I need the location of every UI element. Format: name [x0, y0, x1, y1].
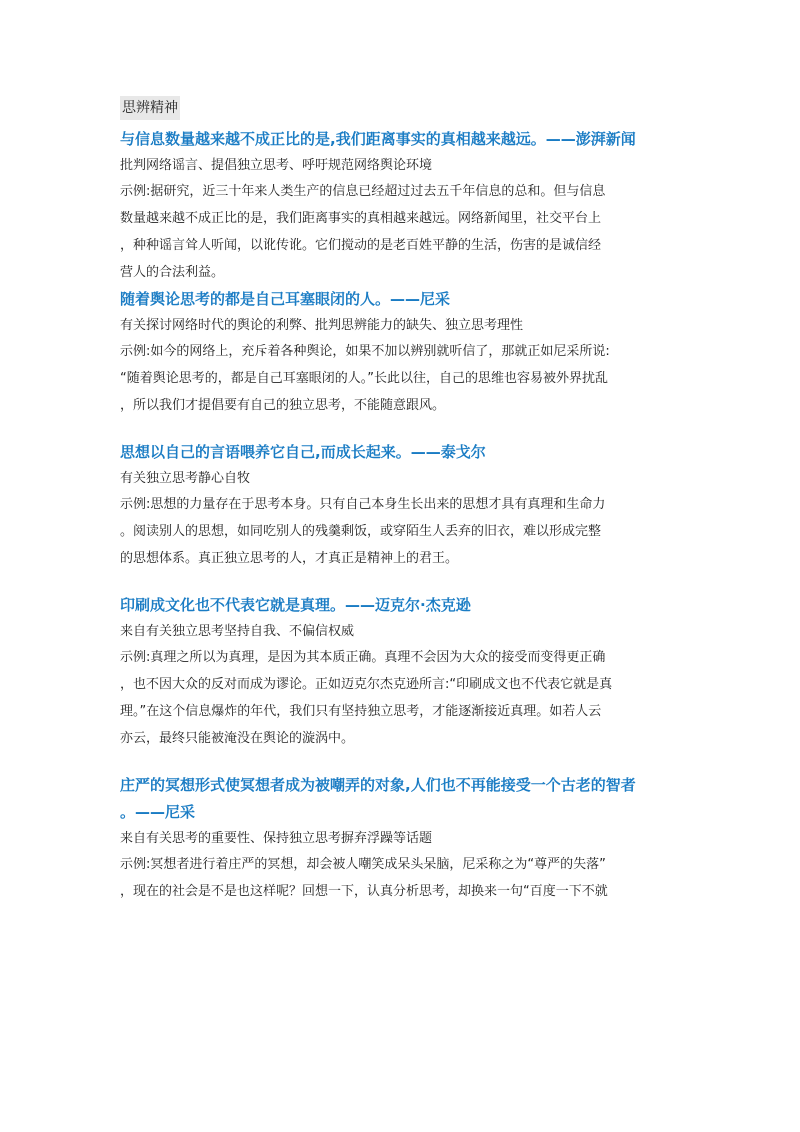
- quote-heading: 与信息数量越来越不成正比的是,我们距离事实的真相越来越远。——澎湃新闻: [120, 130, 636, 148]
- topic-line: 来自有关独立思考坚持自我、不偏信权威: [120, 624, 355, 639]
- document-page: [120, 96, 685, 905]
- example-paragraph: 示例:冥想者进行着庄严的冥想，却会被人嘲笑成呆头呆脑，尼采称之为“尊严的失落” ，现在的社会是不是也这样呢？回想一下，认真分析思考，却换来一句“百度一下不就: [120, 857, 608, 899]
- section-spacer: [120, 419, 685, 439]
- quote-heading: 印刷成文化也不代表它就是真理。——迈克尔·杰克逊: [120, 596, 471, 614]
- example-paragraph: 示例:思想的力量存在于思考本身。只有自己本身生长出来的思想才具有真理和生命力 。阅读别人的思想，如同吃别人的残羹剩饭，或穿陌生人丢弃的旧衣，难以形成完整 的思想体系。真正独立思考的人，才真正是精神上的君王。: [120, 497, 606, 566]
- document-title: 思辨精神: [120, 96, 180, 120]
- section-4: [120, 592, 685, 752]
- quote-heading: 庄严的冥想形式使冥想者成为被嘲弄的对象,人们也不再能接受一个古老的智者 。——尼采: [120, 776, 636, 821]
- example-paragraph: 示例:真理之所以为真理，是因为其本质正确。真理不会因为大众的接受而变得更正确 ，也不因大众的反对而成为谬论。正如迈克尔杰克逊所言:“印刷成文也不代表它就是真 理。”在这个信息爆炸的年代，我们只有坚持独立思考，才能逐渐接近真理。如若人云 亦云，最终只能被淹没在舆论的漩涡中。: [120, 650, 613, 746]
- section-spacer: [120, 572, 685, 592]
- section-5: [120, 772, 685, 905]
- section-spacer: [120, 752, 685, 772]
- quote-heading: 思想以自己的言语喂养它自己,而成长起来。——泰戈尔: [120, 443, 486, 461]
- topic-line: 有关探讨网络时代的舆论的利弊、批判思辨能力的缺失、独立思考理性: [120, 318, 524, 333]
- section-2: [120, 286, 685, 419]
- quote-heading: 随着舆论思考的都是自己耳塞眼闭的人。——尼采: [120, 290, 451, 308]
- section-1: [120, 126, 685, 286]
- topic-line: 批判网络谣言、提倡独立思考、呼吁规范网络舆论环境: [120, 158, 433, 173]
- example-paragraph: 示例:如今的网络上，充斥着各种舆论，如果不加以辨别就听信了，那就正如尼采所说: “随着舆论思考的，都是自己耳塞眼闭的人。”长此以往，自己的思维也容易被外界扰乱 ，所以我们才提倡要有自己的独立思考，不能随意跟风。: [120, 344, 610, 413]
- topic-line: 来自有关思考的重要性、保持独立思考摒弃浮躁等话题: [120, 831, 433, 846]
- topic-line: 有关独立思考静心自牧: [120, 471, 251, 486]
- section-3: [120, 439, 685, 572]
- example-paragraph: 示例:据研究，近三十年来人类生产的信息已经超过过去五千年信息的总和。但与信息 数量越来越不成正比的是，我们距离事实的真相越来越远。网络新闻里，社交平台上 ，种种谣言耸人听闻，以讹传讹。它们搅动的是老百姓平静的生活，伤害的是诚信经 营人的合法利益。: [120, 184, 606, 280]
